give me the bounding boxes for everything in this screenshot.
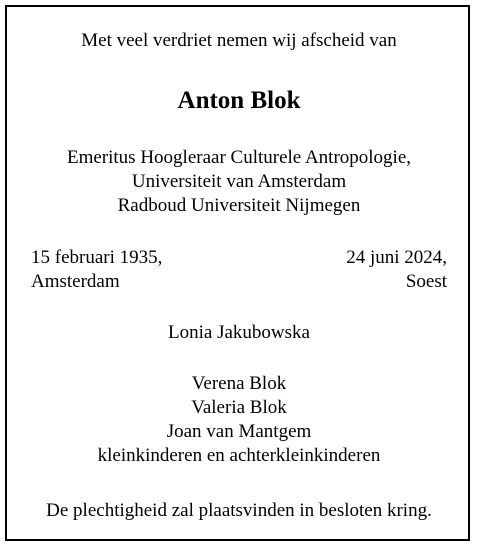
family-member-4: kleinkinderen en achterkleinkinderen xyxy=(97,445,381,466)
deceased-name: Anton Blok xyxy=(177,87,301,114)
family-member-3: Joan van Mantgem xyxy=(166,421,312,442)
intro-text: Met veel verdriet nemen wij afscheid van xyxy=(81,30,397,51)
title-line-2: Universiteit van Amsterdam xyxy=(131,171,347,192)
death-date: 24 juni 2024, xyxy=(346,247,447,268)
title-line-1: Emeritus Hoogleraar Culturele Antropologie, xyxy=(66,147,412,168)
birth-date: 15 februari 1935, xyxy=(31,247,163,268)
family-member-2: Valeria Blok xyxy=(191,397,287,418)
death-place: Soest xyxy=(405,271,447,292)
birth-place: Amsterdam xyxy=(31,271,120,292)
ceremony-note: De plechtigheid zal plaatsvinden in besloten kring. xyxy=(46,500,432,521)
title-line-3: Radboud Universiteit Nijmegen xyxy=(117,195,361,216)
partner-name: Lonia Jakubowska xyxy=(168,322,310,343)
family-member-1: Verena Blok xyxy=(191,373,287,394)
